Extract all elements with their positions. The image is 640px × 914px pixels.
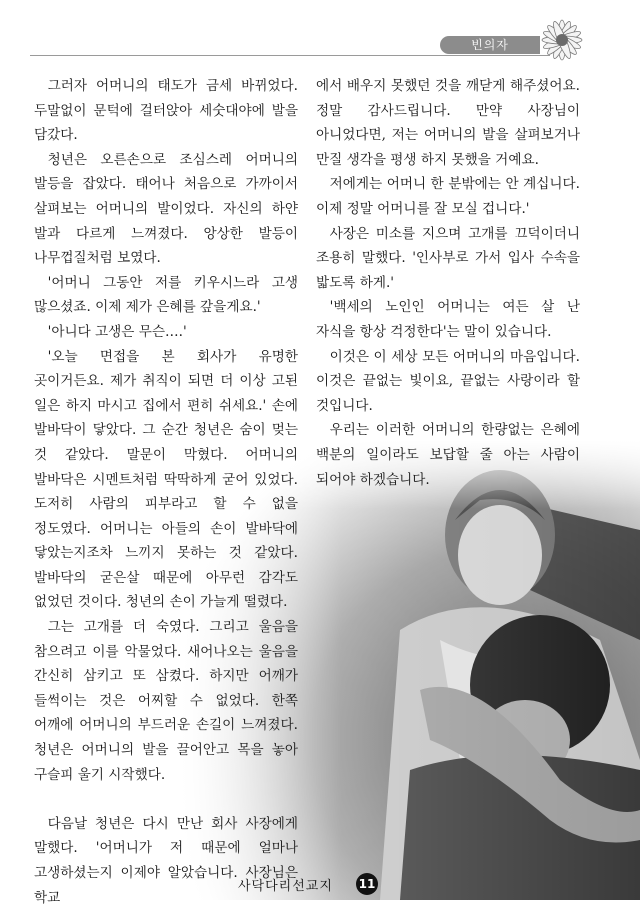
- magazine-title: 사닥다리선교지: [238, 879, 333, 894]
- paragraph: 저에게는 어머니 한 분밖에는 안 계십니다. 이제 정말 어머니를 잘 모실 겁니다.': [316, 176, 580, 217]
- paragraph: 이것은 이 세상 모든 어머니의 마음입니다. 이것은 끝없는 빛이요, 끝없는 사랑이라 할 것입니다.: [316, 348, 580, 414]
- paragraph: 에서 배우지 못했던 것을 깨닫게 해주셨어요. 정말 감사드립니다. 만약 사장님이 아니었다면, 저는 어머니의 발을 살펴보거나 만질 생각을 평생 하지 못했을 거예요.: [316, 78, 580, 168]
- right-column: [316, 74, 580, 492]
- header-rule: [30, 55, 550, 56]
- paragraph: '어머니 그동안 저를 키우시느라 고생 많으셨죠. 이제 제가 은혜를 갚을게요.': [34, 274, 298, 316]
- paragraph: '오늘 면접을 본 회사가 유명한 곳이거든요. 제가 취직이 되면 더 이상 고된 일은 하지 마시고 집에서 편히 쉬세요.' 손에 발바닥이 닿았다. 그 순간 청년은 숨이 멎는 것 같았다. 말문이 막혔다. 어머니의 발바닥은 시멘트처럼 딱딱하게 굳어 있었다. 도저히 사람의 피부라고 할 수 없을 정도였다. 어머니는 아들의 손이 발바닥에 닿았는지조차 느끼지 못하는 것 같았다. 발바닥의 굳은살 때문에 아무런 감각도 없었던 것이다. 청년의 손이 가늘게 떨렸다.: [34, 348, 298, 611]
- paragraph: '백세의 노인인 어머니는 여든 살 난 자식을 항상 걱정한다'는 말이 있습니다.: [316, 299, 580, 340]
- paragraph: 그러자 어머니의 태도가 금세 바뀌었다. 두말없이 문턱에 걸터앉아 세숫대야에 발을 담갔다.: [34, 78, 298, 144]
- paragraph: 사장은 미소를 지으며 고개를 끄덕이더니 조용히 말했다. '인사부로 가서 입사 수속을 밟도록 하게.': [316, 225, 580, 291]
- paragraph: 다음날 청년은 다시 만난 회사 사장에게 말했다. '어머니가 저 때문에 얼마나 고생하셨는지 이제야 알았습니다. 사장님은 학교: [34, 815, 298, 906]
- paragraph: 청년은 오른손으로 조심스레 어머니의 발등을 잡았다. 태어나 처음으로 가까이서 살펴보는 어머니의 발이었다. 자신의 하얀 발과 다르게 느껴졌다. 앙상한 발등이 나무껍질처럼 보였다.: [34, 151, 298, 267]
- paragraph: 우리는 이러한 어머니의 한량없는 은혜에 백분의 일이라도 보답할 줄 아는 사람이 되어야 하겠습니다.: [316, 422, 580, 488]
- paragraph: 그는 고개를 더 숙였다. 그리고 울음을 참으려고 이를 악물었다. 새어나오는 울음을 간신히 삼키고 또 삼켰다. 하지만 어깨가 들썩이는 것은 어찌할 수 없었다. 한쪽 어깨에 어머니의 부드러운 손길이 느껴졌다. 청년은 어머니의 발을 끌어안고 목을 놓아 구슬피 울기 시작했다.: [34, 619, 298, 783]
- left-column: [34, 74, 298, 910]
- paragraph: '아니다 고생은 무슨….': [47, 323, 187, 340]
- flower-icon: [538, 16, 586, 64]
- page-footer: [0, 872, 640, 896]
- section-tab: 빈의자: [440, 36, 540, 54]
- page-number: 11: [356, 873, 378, 895]
